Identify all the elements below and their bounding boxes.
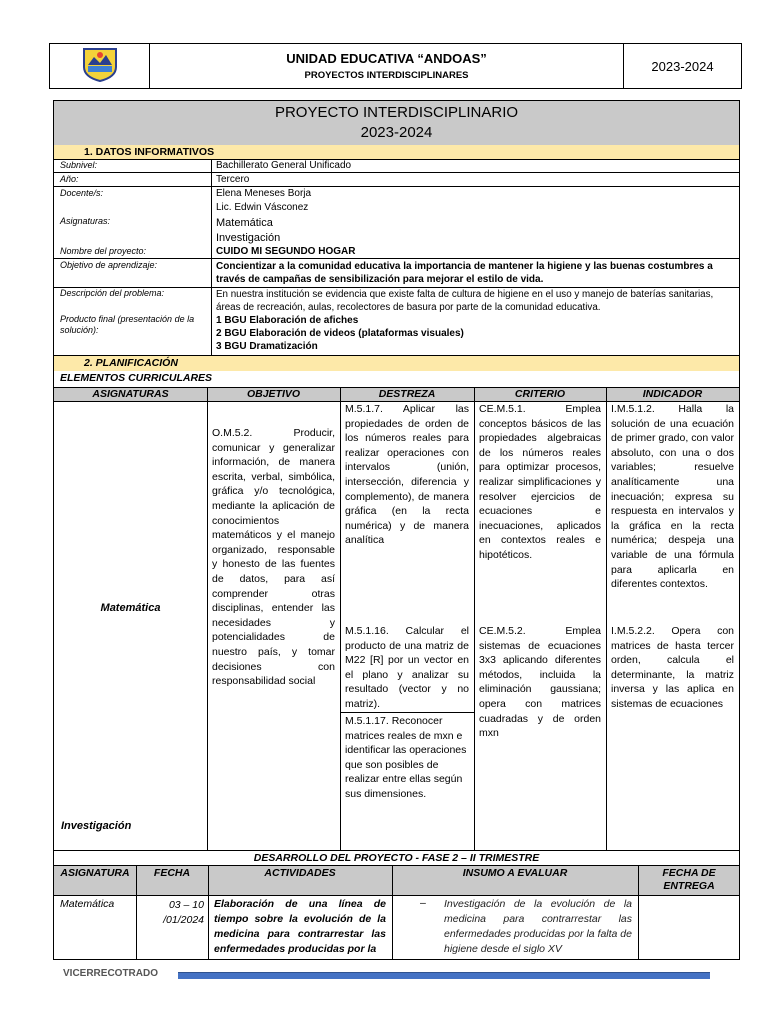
document-header [49,43,742,89]
value-docente-2: Lic. Edwin Vásconez [216,202,309,213]
value-subnivel: Bachillerato General Unificado [216,160,352,171]
dev-col-fecha: FECHA [153,867,191,879]
header-year: 2023-2024 [624,44,742,89]
label-nombre-proyecto: Nombre del proyecto: [60,246,147,256]
subject-investigacion: Investigación [61,820,132,832]
destreza-text-3: M.5.1.17. Reconocer matrices reales de mxn e identificar las operaciones que son posibles de realizar entre ellas según sus dimensiones. [345,715,467,800]
label-objetivo: Objetivo de aprendizaje: [60,260,158,270]
indicador-text-1: I.M.5.1.2. Halla la solución de una ecuación de primer grado, con valor absoluto, con una o dos variables; resuelve analíticamente una inecuación; expresa su respuesta en intervalos y la gráfica en la recta numérica; despeja una variable de una fórmula para aplicarla en diferentes contextos. [611,403,734,591]
dev-col-actividades: ACTIVIDADES [264,867,336,879]
value-asignatura-2: Investigación [216,232,281,244]
project-title: PROYECTO INTERDISCIPLINARIO [274,104,519,121]
value-producto-3: 3 BGU Dramatización [216,341,318,352]
value-producto-2: 2 BGU Elaboración de videos (plataformas visuales) [216,328,464,339]
col-asignaturas: ASIGNATURAS [92,388,169,400]
col-objetivo: OBJETIVO [246,388,301,400]
col-destreza: DESTREZA [378,388,436,400]
value-descripcion: En nuestra institución se evidencia que existe falta de cultura de higiene en el uso y manejo de baterías sanitarias, áreas de recreación, aulas, recolectores de basura por parte de la comunidad educativa. [216,289,714,313]
dev-col-insumo: INSUMO A EVALUAR [462,867,568,879]
school-logo [80,45,120,83]
label-docentes: Docente/s: [60,188,104,198]
value-asignatura-1: Matemática [216,217,273,229]
dev-row-subject: Matemática [60,898,115,910]
destreza-text-2: M.5.1.16. Calcular el producto de una matriz de M22 [R] por un vector en el plano y analizar su resultado (vector y no matriz). [345,625,469,710]
label-anio: Año: [60,174,79,184]
header-title-cell [150,44,624,89]
value-anio: Tercero [216,174,250,185]
development-heading: DESARROLLO DEL PROYECTO - FASE 2 – II TRIMESTRE [253,852,540,864]
section-datos-heading: 1. DATOS INFORMATIVOS [54,145,739,159]
value-producto-1: 1 BGU Elaboración de afiches [216,315,359,326]
logo-cell [50,44,150,89]
col-criterio: CRITERIO [514,388,566,400]
footer-label: VICERRECOTRADO [63,968,159,979]
criterio-text-2: CE.M.5.2. Emplea sistemas de ecuaciones 3x3 aplicando diferentes métodos, incluida la eliminación gaussiana; opera con matrices cuadradas y de orden mxn [479,625,601,740]
value-docente-1: Elena Meneses Borja [216,188,312,199]
col-indicador: INDICADOR [642,388,703,400]
elementos-curriculares-heading: ELEMENTOS CURRICULARES [60,372,213,384]
value-objetivo: Concientizar a la comunidad educativa la importancia de mantener la higiene y las buenas costumbres a través de campañas de sensibilización para mejorar el estilo de vida. [216,261,713,285]
institution-name: UNIDAD EDUCATIVA “ANDOAS” [286,51,487,66]
subject-matematica: Matemática [100,602,161,614]
label-descripcion: Descripción del problema: [60,288,165,298]
indicador-text-2: I.M.5.2.2. Opera con matrices de hasta tercer orden, calcula el determinante, la matriz inversa y las aplica en sistemas de ecuaciones [611,625,734,710]
dev-row-date: 03 – 10 /01/2024 [163,899,204,926]
header-subtitle: PROYECTOS INTERDISCIPLINARES [304,70,469,81]
objetivo-text: O.M.5.2. Producir, comunicar y generalizar información, de manera escrita, verbal, simbólica, gráfica y/o tecnológica, mediante la aplicación de conocimientos matemáticos y el manejo organizado, responsable y honesto de las fuentes de datos, para así comprender otras disciplinas, entender las necesidades y potencialidades de nuestro país, y tomar decisiones con responsabilidad social [212,427,335,688]
dev-row-input: Investigación de la evolución de la medicina para contrarrestar las enfermedades producidas por la falta de higiene desde el siglo XV [444,898,632,955]
dev-col-fecha-entrega: FECHA DE ENTREGA [662,867,716,892]
project-title-block [54,101,739,145]
dev-row-activity: Elaboración de una línea de tiempo sobre la evolución de la medicina para contrarrestar las enfermedades producidas por la [214,898,386,955]
section-planificacion-heading: 2. PLANIFICACIÓN [54,356,739,371]
label-asignaturas: Asignaturas: [60,216,111,226]
dev-col-asignatura: ASIGNATURA [60,867,130,879]
label-subnivel: Subnivel: [60,160,98,170]
label-producto-final: Producto final (presentación de la solución): [60,314,195,335]
value-nombre-proyecto: CUIDO MI SEGUNDO HOGAR [216,246,356,257]
project-year: 2023-2024 [360,124,433,141]
destreza-text-1: M.5.1.7. Aplicar las propiedades de orden de los números reales para realizar operaciones con intervalos (unión, intersección, diferencia y complemento), de manera gráfica (en la recta numérica) y de manera analítica [345,403,469,547]
dev-row-bullet: – [420,897,426,909]
footer-bar [178,972,710,979]
criterio-text-1: CE.M.5.1. Emplea conceptos básicos de las propiedades algebraicas de los números reales para optimizar procesos, realizar simplificaciones y resolver ejercicios de ecuaciones e inecuaciones, aplicados en contextos reales e hipotéticos. [479,403,601,561]
